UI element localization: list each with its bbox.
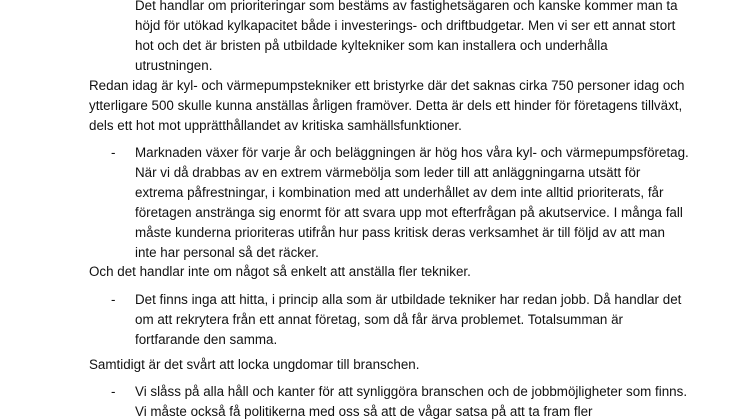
text-line: Det handlar om prioriteringar som bestäms av fastighetsägaren och kanske kommer man ta: [135, 0, 678, 13]
text-line: måste kunderna prioriteras utifrån hur pass kritisk deras verksamhet är till följd av att man: [135, 224, 665, 240]
bullet-item-market: [111, 143, 735, 262]
text-line: höjd för utökad kylkapacitet både i investerings- och driftbudgetar. Men vi ser ett annat stort: [135, 17, 676, 33]
text-line: Vi måste också få politikerna med oss så att de vågar satsa på att ta fram fler: [135, 403, 593, 419]
paragraph-shortage: [89, 76, 729, 136]
text-line: om att rekrytera från ett annat företag, som då får ärva problemet. Totalsumman är: [135, 311, 623, 327]
bullet-marker: -: [111, 292, 116, 307]
text-line: Marknaden växer för varje år och beläggningen är hög hos våra kyl- och värmepumpsföretag.: [135, 145, 689, 160]
text-line: fortfarande den samma.: [135, 331, 278, 347]
text-line: inte har personal så det räcker.: [135, 244, 319, 260]
text-line: extrema påfrestningar, i kombination med att underhållet av dem inte alltid prioriterats, får: [135, 184, 664, 200]
text-line: Redan idag är kyl- och värmepumpstekniker ett bristyrke där det saknas cirka 750 personer idag och: [89, 78, 685, 93]
bullet-marker: -: [111, 145, 116, 160]
bullet-item-visibility: [111, 382, 735, 419]
text-line: Det finns inga att hitta, i princip alla som är utbildade tekniker har redan jobb. Då handlar det: [135, 292, 682, 307]
text-line: Vi slåss på alla håll och kanter för att synliggöra branschen och de jobbmöjligheter som finns.: [135, 384, 688, 399]
text-line: Och det handlar inte om något så enkelt att anställa fler tekniker.: [89, 264, 471, 279]
text-line: företagen anstränga sig enormt för att svara upp mot efterfrågan på akutservice. I många fall: [135, 204, 683, 220]
bullet-marker: -: [111, 384, 116, 399]
text-line: utrustningen.: [135, 57, 213, 73]
text-line: Samtidigt är det svårt att locka ungdomar till branschen.: [89, 357, 420, 372]
bullet-item-recruit: [111, 290, 735, 350]
paragraph-hiring: [89, 262, 729, 282]
text-line: ytterligare 500 skulle kunna anställas årligen framöver. Detta är dels ett hinder för företagens tillväxt,: [89, 97, 683, 113]
text-line: När vi då drabbas av en extrem värmebölja som leder till att anläggningarna utsätt för: [135, 164, 641, 180]
paragraph-youth: [89, 355, 729, 375]
text-line: dels ett hot mot upprätthållandet av kritiska samhällsfunktioner.: [89, 117, 462, 133]
bullet-text-continuation: [135, 0, 735, 76]
text-line: hot och det är bristen på utbildade kyltekniker som kan installera och underhålla: [135, 37, 608, 53]
